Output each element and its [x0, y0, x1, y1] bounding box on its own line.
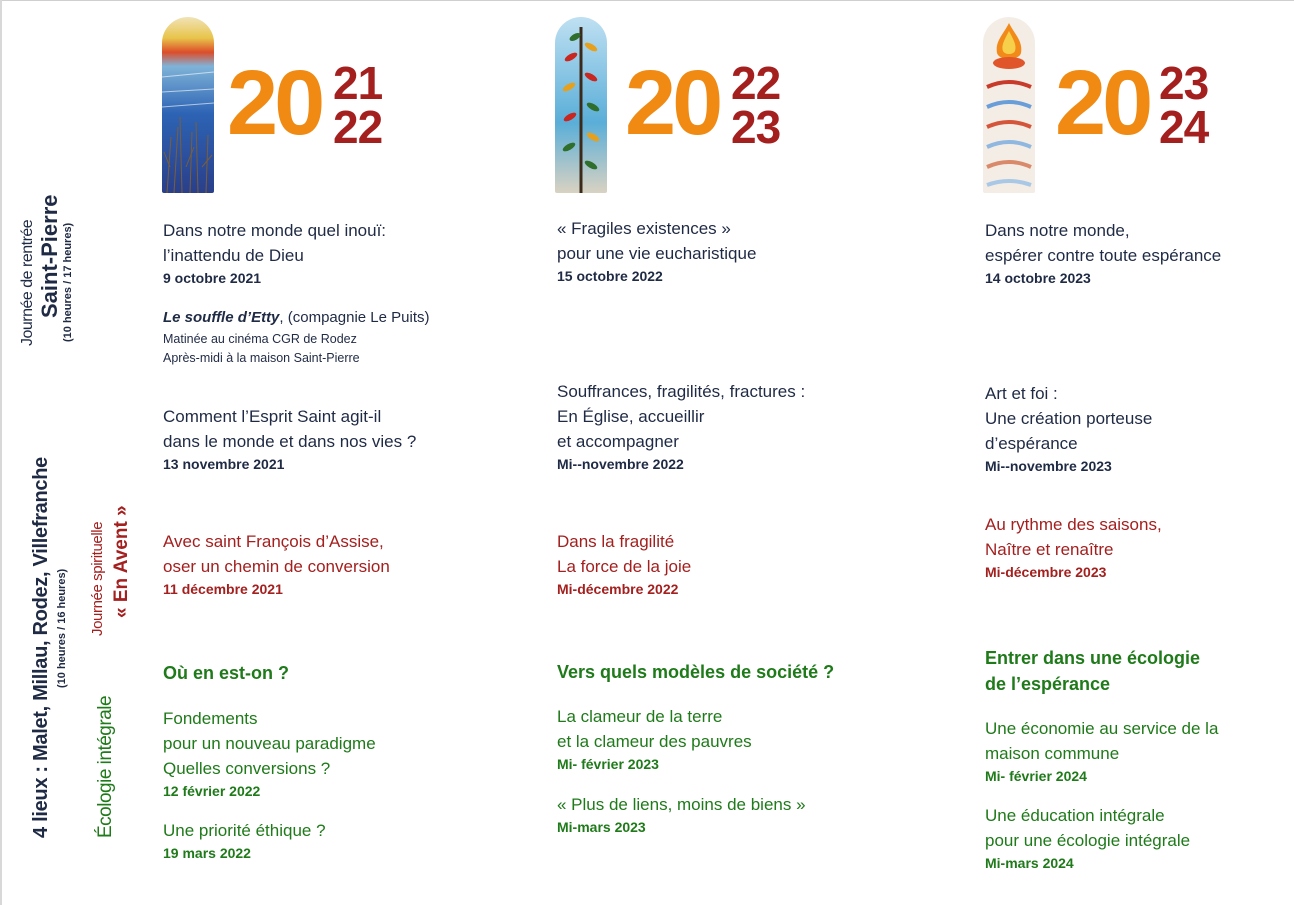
event-date: Mi--novembre 2023: [985, 458, 1112, 474]
show-afternoon: Après-midi à la maison Saint-Pierre: [163, 351, 360, 365]
year-start: 23: [1159, 57, 1209, 109]
year-century: 20: [1055, 52, 1150, 154]
event-title: Fondements pour un nouveau paradigme Quelles conversions ?: [163, 709, 376, 778]
event-title: Une éducation intégrale pour une écologie intégrale: [985, 806, 1191, 850]
stained-glass-art-2023: [983, 17, 1035, 193]
avent-event-2022: [557, 529, 877, 599]
event-title: « Fragiles existences » pour une vie eucharistique: [557, 219, 757, 263]
event-title: Comment l’Esprit Saint agit-il dans le monde et dans nos vies ?: [163, 407, 417, 451]
eco-heading-2023: Entrer dans une écologie de l’espérance: [985, 648, 1201, 694]
event-date: Mi-mars 2023: [557, 819, 646, 835]
show-morning: Matinée au cinéma CGR de Rodez: [163, 332, 357, 346]
eco-event1-2021: [163, 706, 483, 801]
year-end: 24: [1159, 101, 1209, 153]
stained-glass-art-2021: [162, 17, 214, 193]
year-heading-2022-2023: [625, 52, 795, 187]
avent-title-label: Journée spirituelle: [89, 521, 106, 636]
avent-name-label: « En Avent »: [111, 505, 132, 618]
event-date: 12 février 2022: [163, 783, 261, 799]
year-heading-2021-2022: [227, 52, 397, 187]
rentree-place-label: Saint-Pierre: [37, 194, 62, 318]
show-company: , (compagnie Le Puits): [279, 309, 430, 326]
show-title: Le souffle d’Etty: [163, 309, 280, 326]
year-end: 23: [731, 101, 781, 153]
event-title: Une économie au service de la maison commune: [985, 719, 1219, 763]
event-title: Avec saint François d’Assise, oser un chemin de conversion: [163, 532, 390, 576]
event-date: Mi-décembre 2023: [985, 564, 1107, 580]
eco-event2-2023: [985, 803, 1285, 873]
rentree-event-2021: [163, 218, 463, 288]
event-date: 14 octobre 2023: [985, 270, 1091, 286]
event-date: Mi- février 2023: [557, 756, 659, 772]
lieux-label: 4 lieux : Malet, Millau, Rodez, Villefranche: [30, 457, 52, 838]
event-title: Dans notre monde, espérer contre toute espérance: [985, 221, 1222, 265]
rentree-hours-label: (10 heures / 17 heures): [62, 222, 74, 342]
event-title: Une priorité éthique ?: [163, 821, 326, 840]
year-end: 22: [333, 101, 383, 153]
ecologie-label: Écologie intégrale: [95, 695, 116, 838]
rentree-event-2023: [985, 218, 1285, 288]
event-date: Mi-décembre 2022: [557, 581, 679, 597]
event-title: Dans la fragilité La force de la joie: [557, 532, 692, 576]
year-century: 20: [625, 52, 720, 154]
year-start: 22: [731, 57, 781, 109]
lieux-hours-label: (10 heures / 16 heures): [56, 568, 68, 688]
year-heading-2023-2024: [1055, 52, 1225, 187]
event-title: Dans notre monde quel inouï: l’inattendu de Dieu: [163, 221, 387, 265]
event-title: Art et foi : Une création porteuse d’espérance: [985, 384, 1153, 453]
lieux-event-2022: [557, 379, 877, 474]
rentree-event-2022: [557, 216, 877, 286]
page-top-border: [0, 0, 1294, 1]
event-title: Au rythme des saisons, Naître et renaître: [985, 515, 1162, 559]
event-date: Mi- février 2024: [985, 768, 1087, 784]
year-start: 21: [333, 57, 383, 109]
eco-event1-2023: [985, 716, 1285, 786]
event-date: 13 novembre 2021: [163, 456, 285, 472]
event-date: 9 octobre 2021: [163, 270, 262, 286]
event-date: 19 mars 2022: [163, 845, 251, 861]
event-title: « Plus de liens, moins de biens »: [557, 795, 806, 814]
year-century: 20: [227, 52, 322, 154]
rentree-extra-2021: [163, 306, 483, 368]
event-title: Souffrances, fragilités, fractures : En Église, accueillir et accompagner: [557, 382, 806, 451]
event-date: 15 octobre 2022: [557, 268, 663, 284]
event-date: 11 décembre 2021: [163, 581, 283, 597]
avent-event-2023: [985, 512, 1285, 582]
show-line: [163, 306, 483, 330]
page-left-border: [0, 0, 2, 905]
event-title: La clameur de la terre et la clameur des pauvres: [557, 707, 752, 751]
event-date: Mi-mars 2024: [985, 855, 1074, 871]
eco-event2-2022: [557, 792, 877, 837]
avent-event-2021: [163, 529, 483, 599]
stained-glass-art-2022: [555, 17, 607, 193]
rentree-title-label: Journée de rentrée: [19, 219, 36, 346]
eco-heading-2022: Vers quels modèles de société ?: [557, 662, 835, 682]
event-date: Mi--novembre 2022: [557, 456, 684, 472]
lieux-event-2021: [163, 404, 483, 474]
eco-event2-2021: [163, 818, 483, 863]
eco-event1-2022: [557, 704, 877, 774]
eco-heading-2021: Où en est-on ?: [163, 663, 289, 683]
lieux-event-2023: [985, 381, 1285, 476]
